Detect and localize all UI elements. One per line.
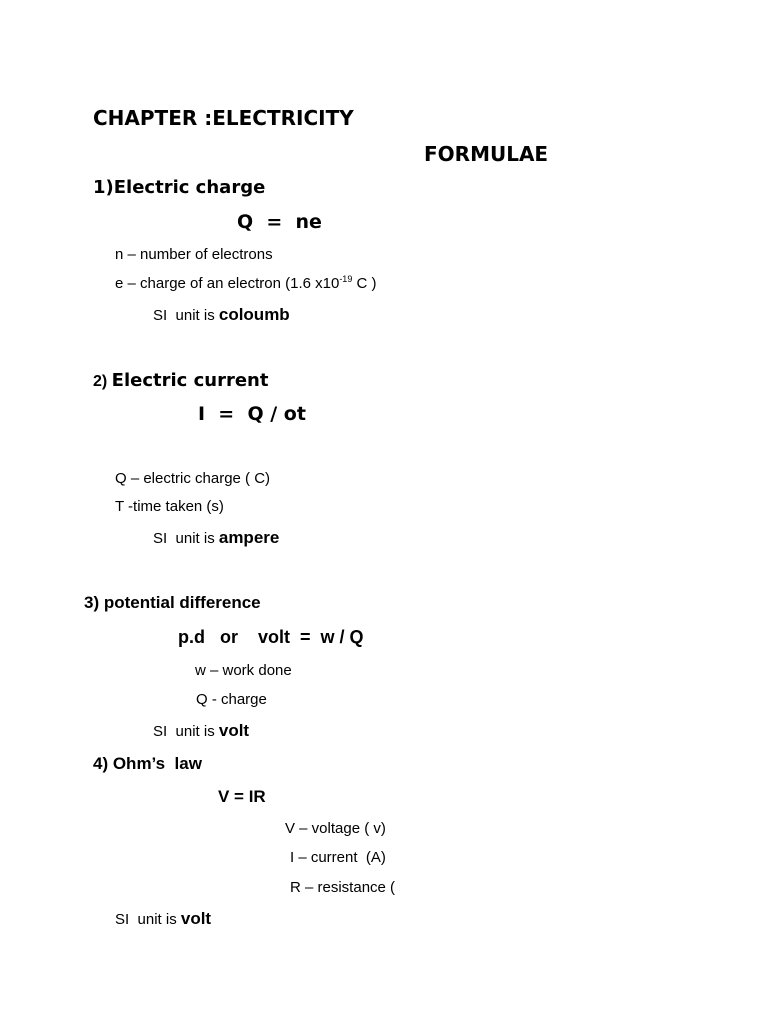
section-heading-potential-difference: 3) potential difference <box>84 593 261 612</box>
section-heading-ohms-law: 4) Ohm’s law <box>93 754 202 773</box>
definition-q: Q – electric charge ( C) <box>115 470 271 487</box>
definition-e: e – charge of an electron (1.6 $x10^{-19}$ C ) <box>115 274 377 292</box>
formula-electric-charge: Q = ne <box>237 211 322 233</box>
si-unit-value: coloumb <box>218 305 290 324</box>
definition-n: n – number of electrons <box>115 246 273 263</box>
formulae-heading: FORMULAE <box>424 142 549 166</box>
formula-ohms-law: V = IR <box>218 787 266 806</box>
si-unit-line-charge: SI unit is coloumb <box>153 305 290 324</box>
definition-q-charge: Q - charge <box>196 691 267 708</box>
si-unit-value: ampere <box>218 528 280 547</box>
definition-v: V – voltage ( v) <box>285 820 386 837</box>
exponent: -19 <box>339 274 353 284</box>
si-unit-line-pd: SI unit is volt <box>153 721 250 740</box>
si-unit-value: volt <box>180 909 212 928</box>
definition-i: I – current (A) <box>290 849 386 866</box>
formula-potential-difference: p.d or volt = w / Q <box>178 627 364 647</box>
formula-electric-current: I = Q / ot <box>198 403 306 425</box>
definition-w: w – work done <box>195 662 292 679</box>
definition-r: R – resistance ( <box>290 879 396 896</box>
si-unit-line-current: SI unit is ampere <box>153 528 280 547</box>
chapter-title: CHAPTER :ELECTRICITY <box>93 106 354 130</box>
si-unit-line-ohm: SI unit is volt <box>115 909 212 928</box>
section-heading-electric-current: 2) Electric current <box>93 370 269 391</box>
definition-t: T -time taken (s) <box>115 498 224 515</box>
section-heading-electric-charge: 1)Electric charge <box>93 177 266 198</box>
si-unit-value: volt <box>218 721 250 740</box>
